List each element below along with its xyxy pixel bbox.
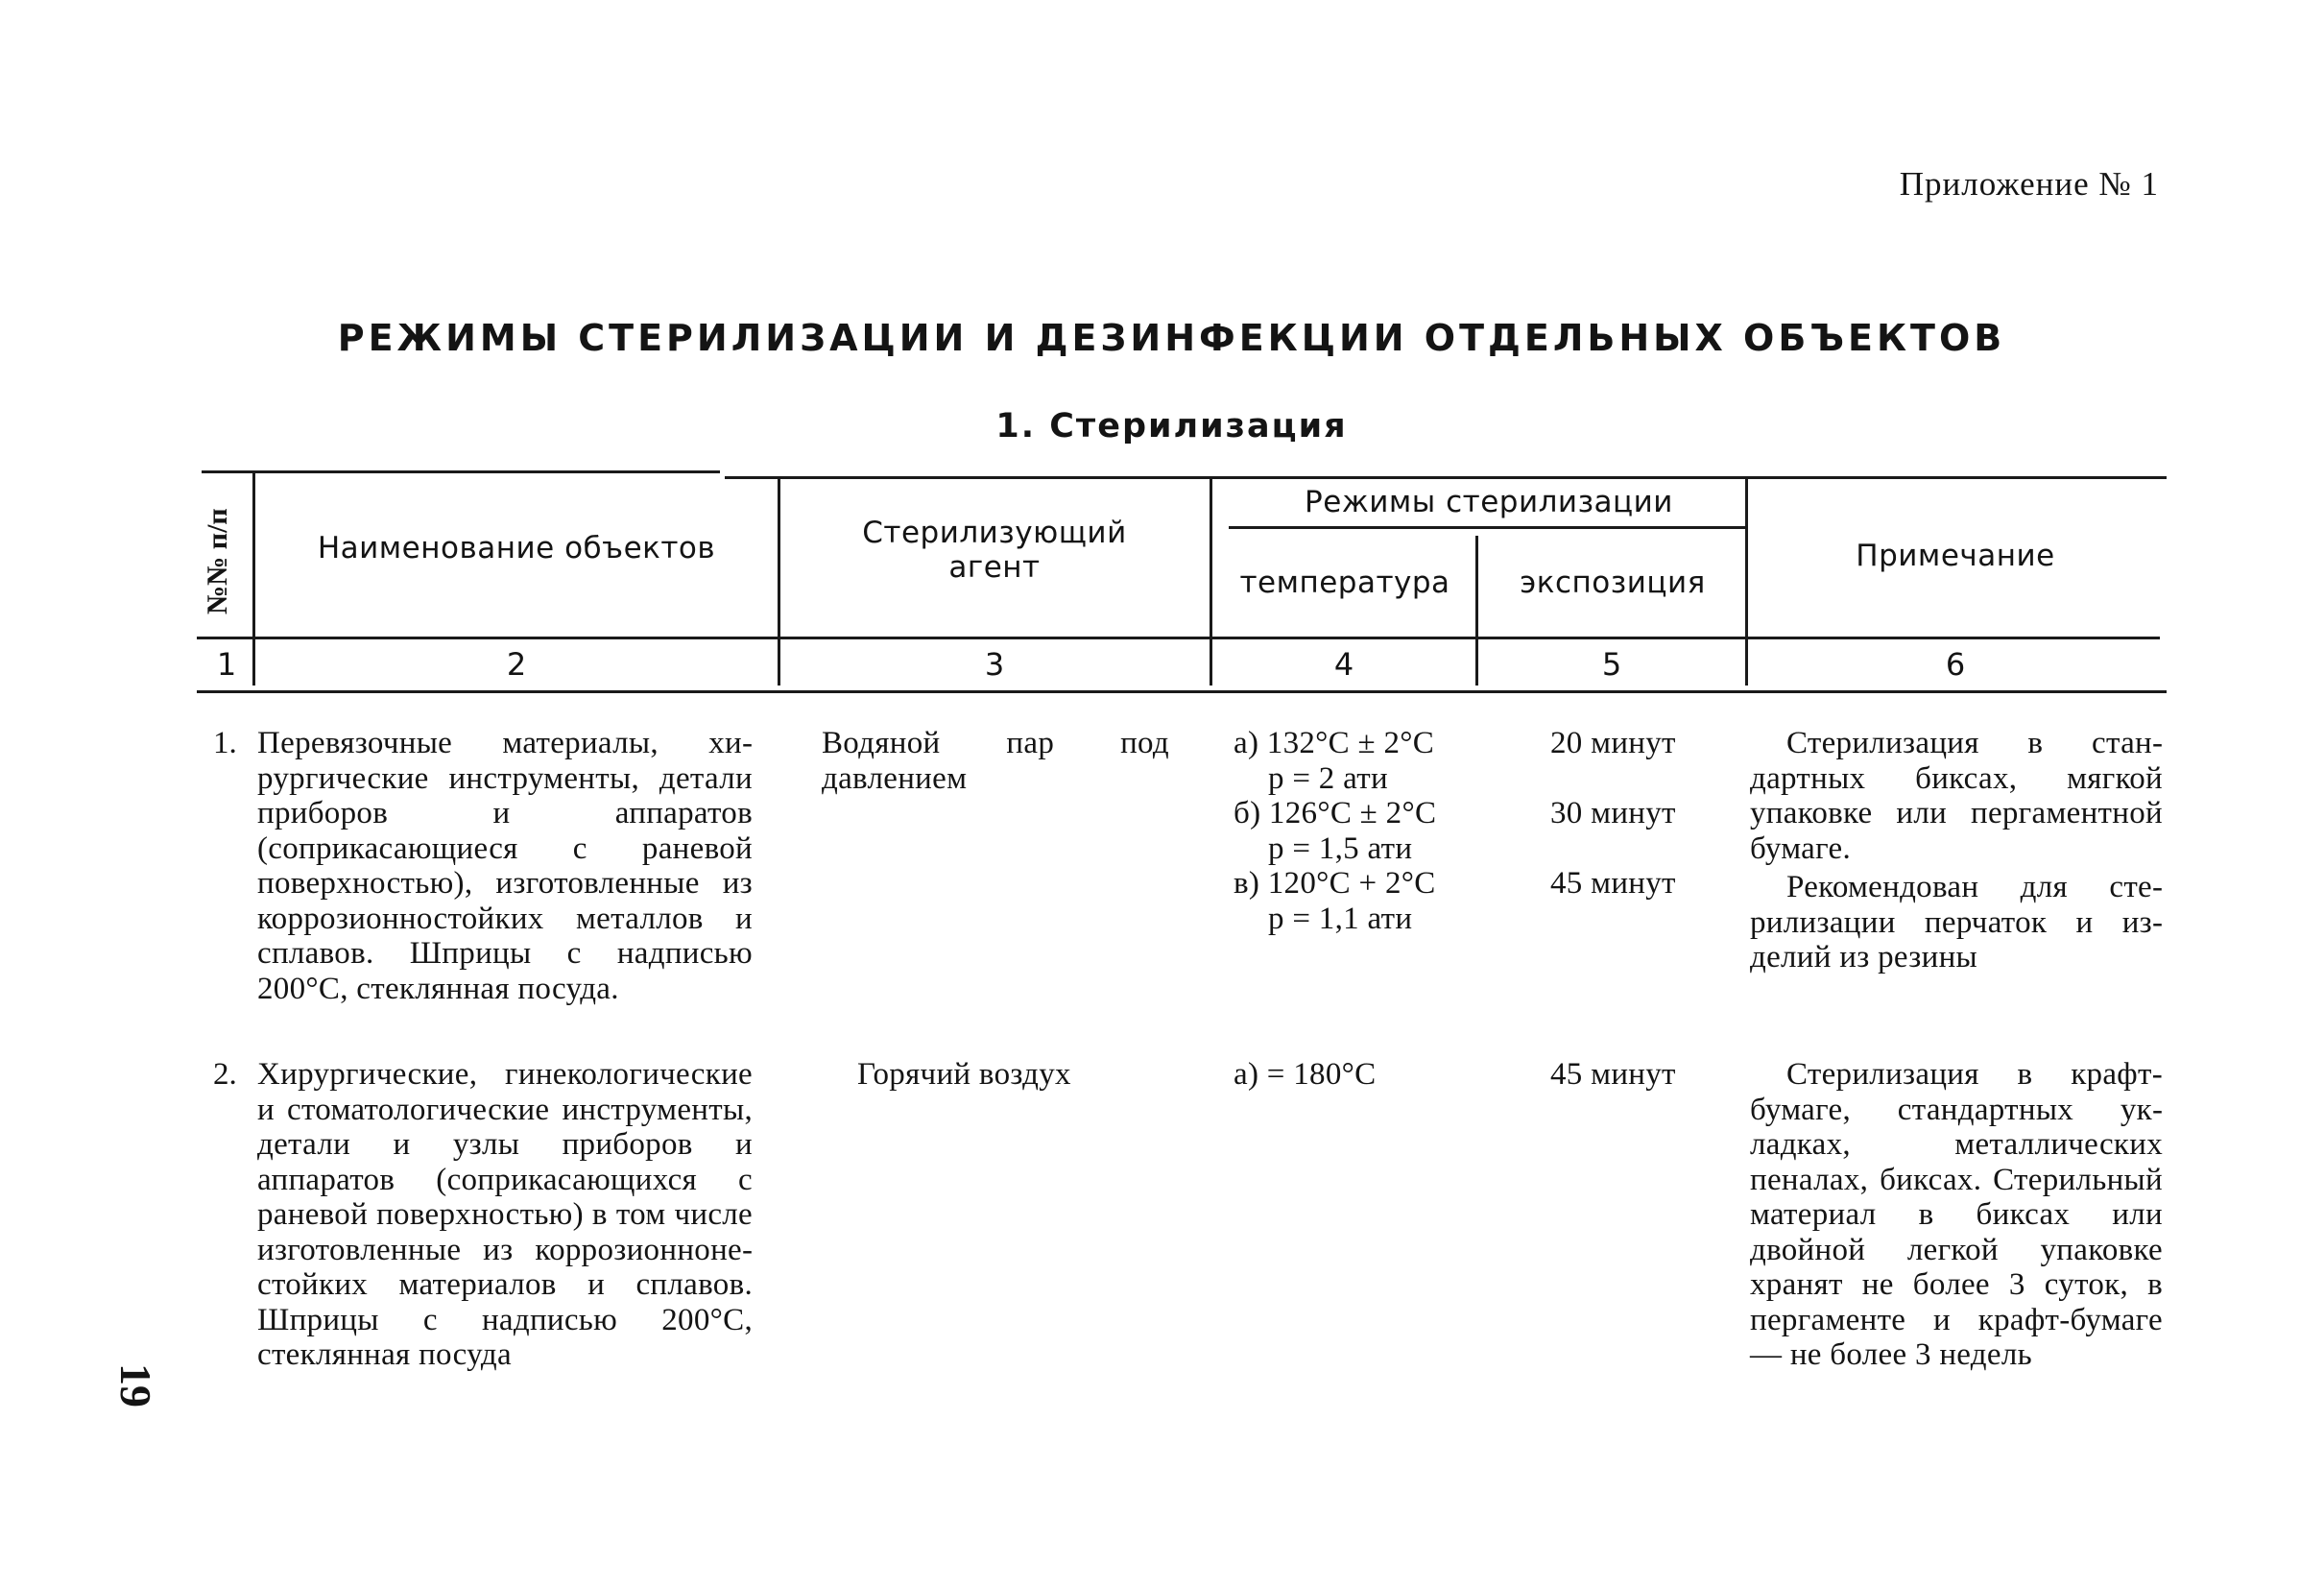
col-rule-1 [252,472,255,686]
row-index: 1. [213,726,237,760]
temperature-line: в) 120°С + 2°С [1234,866,1436,901]
document-title: РЕЖИМЫ СТЕРИЛИЗАЦИИ И ДЕЗИНФЕКЦИИ ОТДЕЛЬНЫХ ОБЪЕКТОВ [337,317,2006,359]
modes-divider-rule [1229,526,1747,529]
column-number-6: 6 [1945,646,1966,683]
column-number-3: 3 [984,646,1005,683]
sterilizing-agent: Горячий воздух [857,1057,1071,1092]
header-bottom-rule [197,637,2160,639]
note [1750,726,2163,975]
appendix-label: Приложение № 1 [1899,165,2159,203]
temperature-values [1234,1057,1483,1093]
col-rule-2 [778,476,780,686]
column-number-5: 5 [1601,646,1622,683]
col-rule-4 [1475,536,1478,686]
header-modes: Режимы стерилизации [1305,485,1673,519]
pressure-line: р = 1,1 ати [1268,901,1413,936]
temperature-line: а) 132°С ± 2°С [1234,726,1435,760]
note-paragraph: Рекомендован для стерилизации перчаток и изделий из резины [1750,870,2163,974]
header-agent: Стерилизующий агент [862,516,1127,585]
exposure-values [1550,726,1742,902]
exposure-spacer [1550,831,1742,867]
object-name: Перевязочные материалы, хирургические инструменты, детали приборов и аппаратов (соприкасающиеся с раневой поверхностью), изготовленные из коррозионностойких металлов и сплавов. Шприцы с надписью 200°С, стеклянная посуда. [257,726,753,1006]
note-paragraph: Стерилизация в крафт-бумаге, стандартных укладках, металлических пеналах, биксах. Стерильный материал в биксах или двойной легкой упаковке хранят не более 3 суток, в пергаменте и крафт-бумаге — не более 3 недель [1750,1057,2163,1372]
exposure-line: 30 минут [1550,796,1676,830]
header-number: №№ п/п [202,508,233,614]
col-rule-3 [1210,476,1212,686]
object-name: Хирургические, гинекологические и стоматологические инструменты, детали и узлы приборов и аппаратов (соприкасающихся с раневой поверхностью) в том числе изготовленные из коррозионнонестойких материалов и сплавов. Шприцы с надписью 200°С, стеклянная посуда [257,1057,753,1372]
temperature-line: б) 126°С ± 2°С [1234,796,1437,830]
table-top-rule-left [202,470,720,473]
column-number-4: 4 [1333,646,1354,683]
exposure-line: 45 минут [1550,866,1676,901]
note-paragraph: Стерилизация в стандартных биксах, мягкой упаковке или пергаментной бумаге. [1750,726,2163,866]
header-note: Примечание [1856,539,2055,573]
section-title: 1. Стерилизация [995,407,1348,445]
exposure-line: 20 минут [1550,726,1676,760]
column-number-2: 2 [506,646,527,683]
header-exposure: экспозиция [1520,565,1706,600]
header-name: Наименование объектов [317,531,716,565]
sterilizing-agent: Водяной пар под давлением [822,726,1169,796]
header-temperature: температура [1239,565,1450,600]
exposure-spacer [1550,761,1742,797]
page-number: 19 [111,1363,160,1408]
pressure-line: р = 2 ати [1268,760,1388,796]
table-header-bottom-rule [197,690,2167,693]
row-index: 2. [213,1057,237,1092]
exposure-line: 45 минут [1550,1057,1676,1092]
pressure-line: р = 1,5 ати [1268,830,1413,866]
temperature-values [1234,726,1483,936]
table-top-rule-right [725,476,2167,479]
note [1750,1057,2163,1373]
temperature-line: а) = 180°С [1234,1057,1377,1092]
exposure-values [1550,1057,1742,1093]
column-number-1: 1 [216,646,237,683]
